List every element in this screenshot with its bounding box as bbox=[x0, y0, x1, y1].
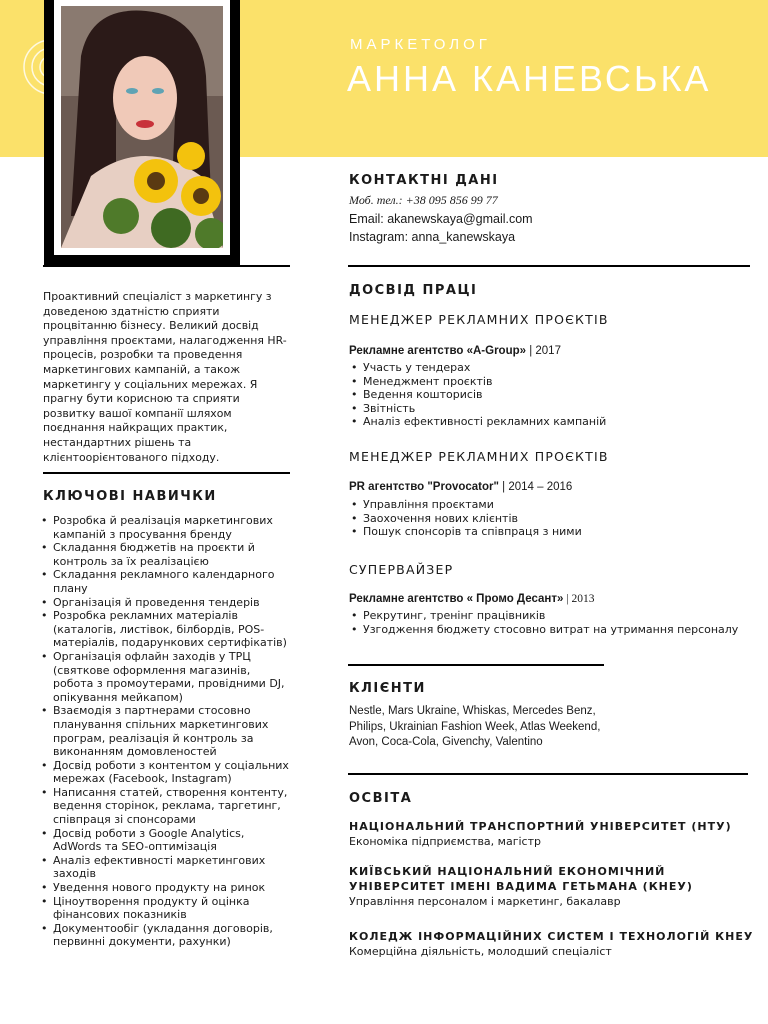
list-item: • Звітність bbox=[350, 402, 750, 416]
list-item: • Управління проєктами bbox=[350, 498, 750, 512]
skills-heading: КЛЮЧОВІ НАВИЧКИ bbox=[43, 489, 217, 504]
photo-frame bbox=[44, 0, 240, 265]
contacts-heading: КОНТАКТНІ ДАНІ bbox=[349, 173, 499, 188]
list-item: • Досвід роботи з Google Analytics, AdWords та SEO-оптимізація bbox=[40, 827, 292, 854]
list-item: • Документообіг (укладання договорів, первинні документи, рахунки) bbox=[40, 922, 292, 949]
job-role: МАРКЕТОЛОГ bbox=[350, 36, 491, 53]
school-name: НАЦІОНАЛЬНИЙ ТРАНСПОРТНИЙ УНІВЕРСИТЕТ (НТУ) bbox=[349, 820, 732, 833]
degree-text: Управління персоналом і маркетинг, бакалавр bbox=[349, 895, 621, 908]
job-title: СУПЕРВАЙЗЕР bbox=[349, 562, 454, 577]
profile-photo bbox=[61, 6, 223, 248]
list-item: • Узгодження бюджету стосовно витрат на утримання персоналу bbox=[350, 623, 760, 637]
education-item bbox=[349, 864, 754, 909]
education-heading: ОСВІТА bbox=[349, 791, 413, 806]
job-company: Рекламне агентство «A-Group» | 2017 bbox=[349, 345, 561, 357]
job-title: МЕНЕДЖЕР РЕКЛАМНИХ ПРОЄКТІВ bbox=[349, 312, 609, 327]
list-item: • Участь у тендерах bbox=[350, 361, 750, 375]
job-title: МЕНЕДЖЕР РЕКЛАМНИХ ПРОЄКТІВ bbox=[349, 449, 609, 464]
list-item: • Розробка рекламних матеріалів (каталогів, листівок, білбордів, POS-матеріалів, подарункових сертифікатів) bbox=[40, 609, 292, 650]
clients-heading: КЛІЄНТИ bbox=[349, 681, 426, 696]
job-company: PR агентство "Provocator" | 2014 – 2016 bbox=[349, 481, 573, 493]
email-text: Email: akanewskaya@gmail.com bbox=[349, 212, 533, 226]
experience-heading: ДОСВІД ПРАЦІ bbox=[349, 283, 478, 298]
list-item: • Уведення нового продукту на ринок bbox=[40, 881, 292, 895]
school-name: КИЇВСЬКИЙ НАЦІОНАЛЬНИЙ ЕКОНОМІЧНИЙ УНІВЕРСИТЕТ ІМЕНІ ВАДИМА ГЕТЬМАНА (КНЕУ) bbox=[349, 865, 693, 893]
divider bbox=[348, 664, 604, 666]
list-item: • Заохочення нових клієнтів bbox=[350, 512, 750, 526]
list-item: • Аналіз ефективності рекламних кампаній bbox=[350, 415, 750, 429]
divider bbox=[43, 472, 290, 474]
person-name: АННА КАНЕВСЬКА bbox=[347, 58, 712, 99]
list-item: • Пошук спонсорів та співпраця з ними bbox=[350, 525, 750, 539]
list-item: • Написання статей, створення контенту, ведення сторінок, реклама, таргетинг, співпраця зі спонсорами bbox=[40, 786, 292, 827]
school-name: КОЛЕДЖ ІНФОРМАЦІЙНИХ СИСТЕМ І ТЕХНОЛОГІЙ КНЕУ bbox=[349, 930, 754, 943]
skills-list bbox=[40, 514, 292, 949]
profile-summary: Проактивний спеціаліст з маркетингу з доведеною здатністю сприяти процвітанню бізнесу. Великий досвід управління проєктами, налагодження HR-процесів, розробки та проведення маркетингових кампаній, а також маркетингу у соціальних мережах. Я прагну бути корисною та сприяти розвитку вашої компанії шляхом поєднання найкращих практик, нестандартних рішень та клієнтоорієнтованого підходу. bbox=[43, 290, 287, 464]
job-duties bbox=[350, 609, 760, 636]
job-duties bbox=[350, 498, 750, 539]
list-item: • Менеджмент проєктів bbox=[350, 375, 750, 389]
list-item: • Ведення кошторисів bbox=[350, 388, 750, 402]
list-item: • Аналіз ефективності маркетингових заходів bbox=[40, 854, 292, 881]
list-item: • Організація й проведення тендерів bbox=[40, 596, 292, 610]
clients-list: Nestle, Mars Ukraine, Whiskas, Mercedes Benz, Philips, Ukrainian Fashion Week, Atlas Weekend, Avon, Coca-Cola, Givenchy, Valentino bbox=[349, 705, 601, 748]
list-item: • Розробка й реалізація маркетингових кампаній з просування бренду bbox=[40, 514, 292, 541]
list-item: • Ціноутворення продукту й оцінка фінансових показників bbox=[40, 895, 292, 922]
phone-text: Моб. тел.: +38 095 856 99 77 bbox=[349, 193, 498, 207]
job-company: Рекламне агентство « Промо Десант» | 2013 bbox=[349, 593, 595, 605]
divider bbox=[43, 265, 290, 267]
list-item: • Досвід роботи з контентом у соціальних мережах (Facebook, Instagram) bbox=[40, 759, 292, 786]
job-duties bbox=[350, 361, 750, 429]
list-item: • Складання бюджетів на проєкти й контроль за їх реалізацією bbox=[40, 541, 292, 568]
education-item bbox=[349, 819, 754, 849]
instagram-text: Instagram: anna_kanewskaya bbox=[349, 230, 516, 244]
list-item: • Рекрутинг, тренінг працівників bbox=[350, 609, 760, 623]
degree-text: Комерційна діяльність, молодший спеціаліст bbox=[349, 945, 612, 958]
education-item bbox=[349, 929, 754, 959]
list-item: • Складання рекламного календарного плану bbox=[40, 568, 292, 595]
divider bbox=[348, 265, 750, 267]
list-item: • Взаємодія з партнерами стосовно планування спільних маркетингових програм, реалізація й контроль за виконанням домовленостей bbox=[40, 704, 292, 758]
divider bbox=[348, 773, 748, 775]
degree-text: Економіка підприємства, магістр bbox=[349, 835, 541, 848]
list-item: • Організація офлайн заходів у ТРЦ (святкове оформлення магазинів, робота з промоутерами, провідними DJ, опікування мейкапом) bbox=[40, 650, 292, 704]
